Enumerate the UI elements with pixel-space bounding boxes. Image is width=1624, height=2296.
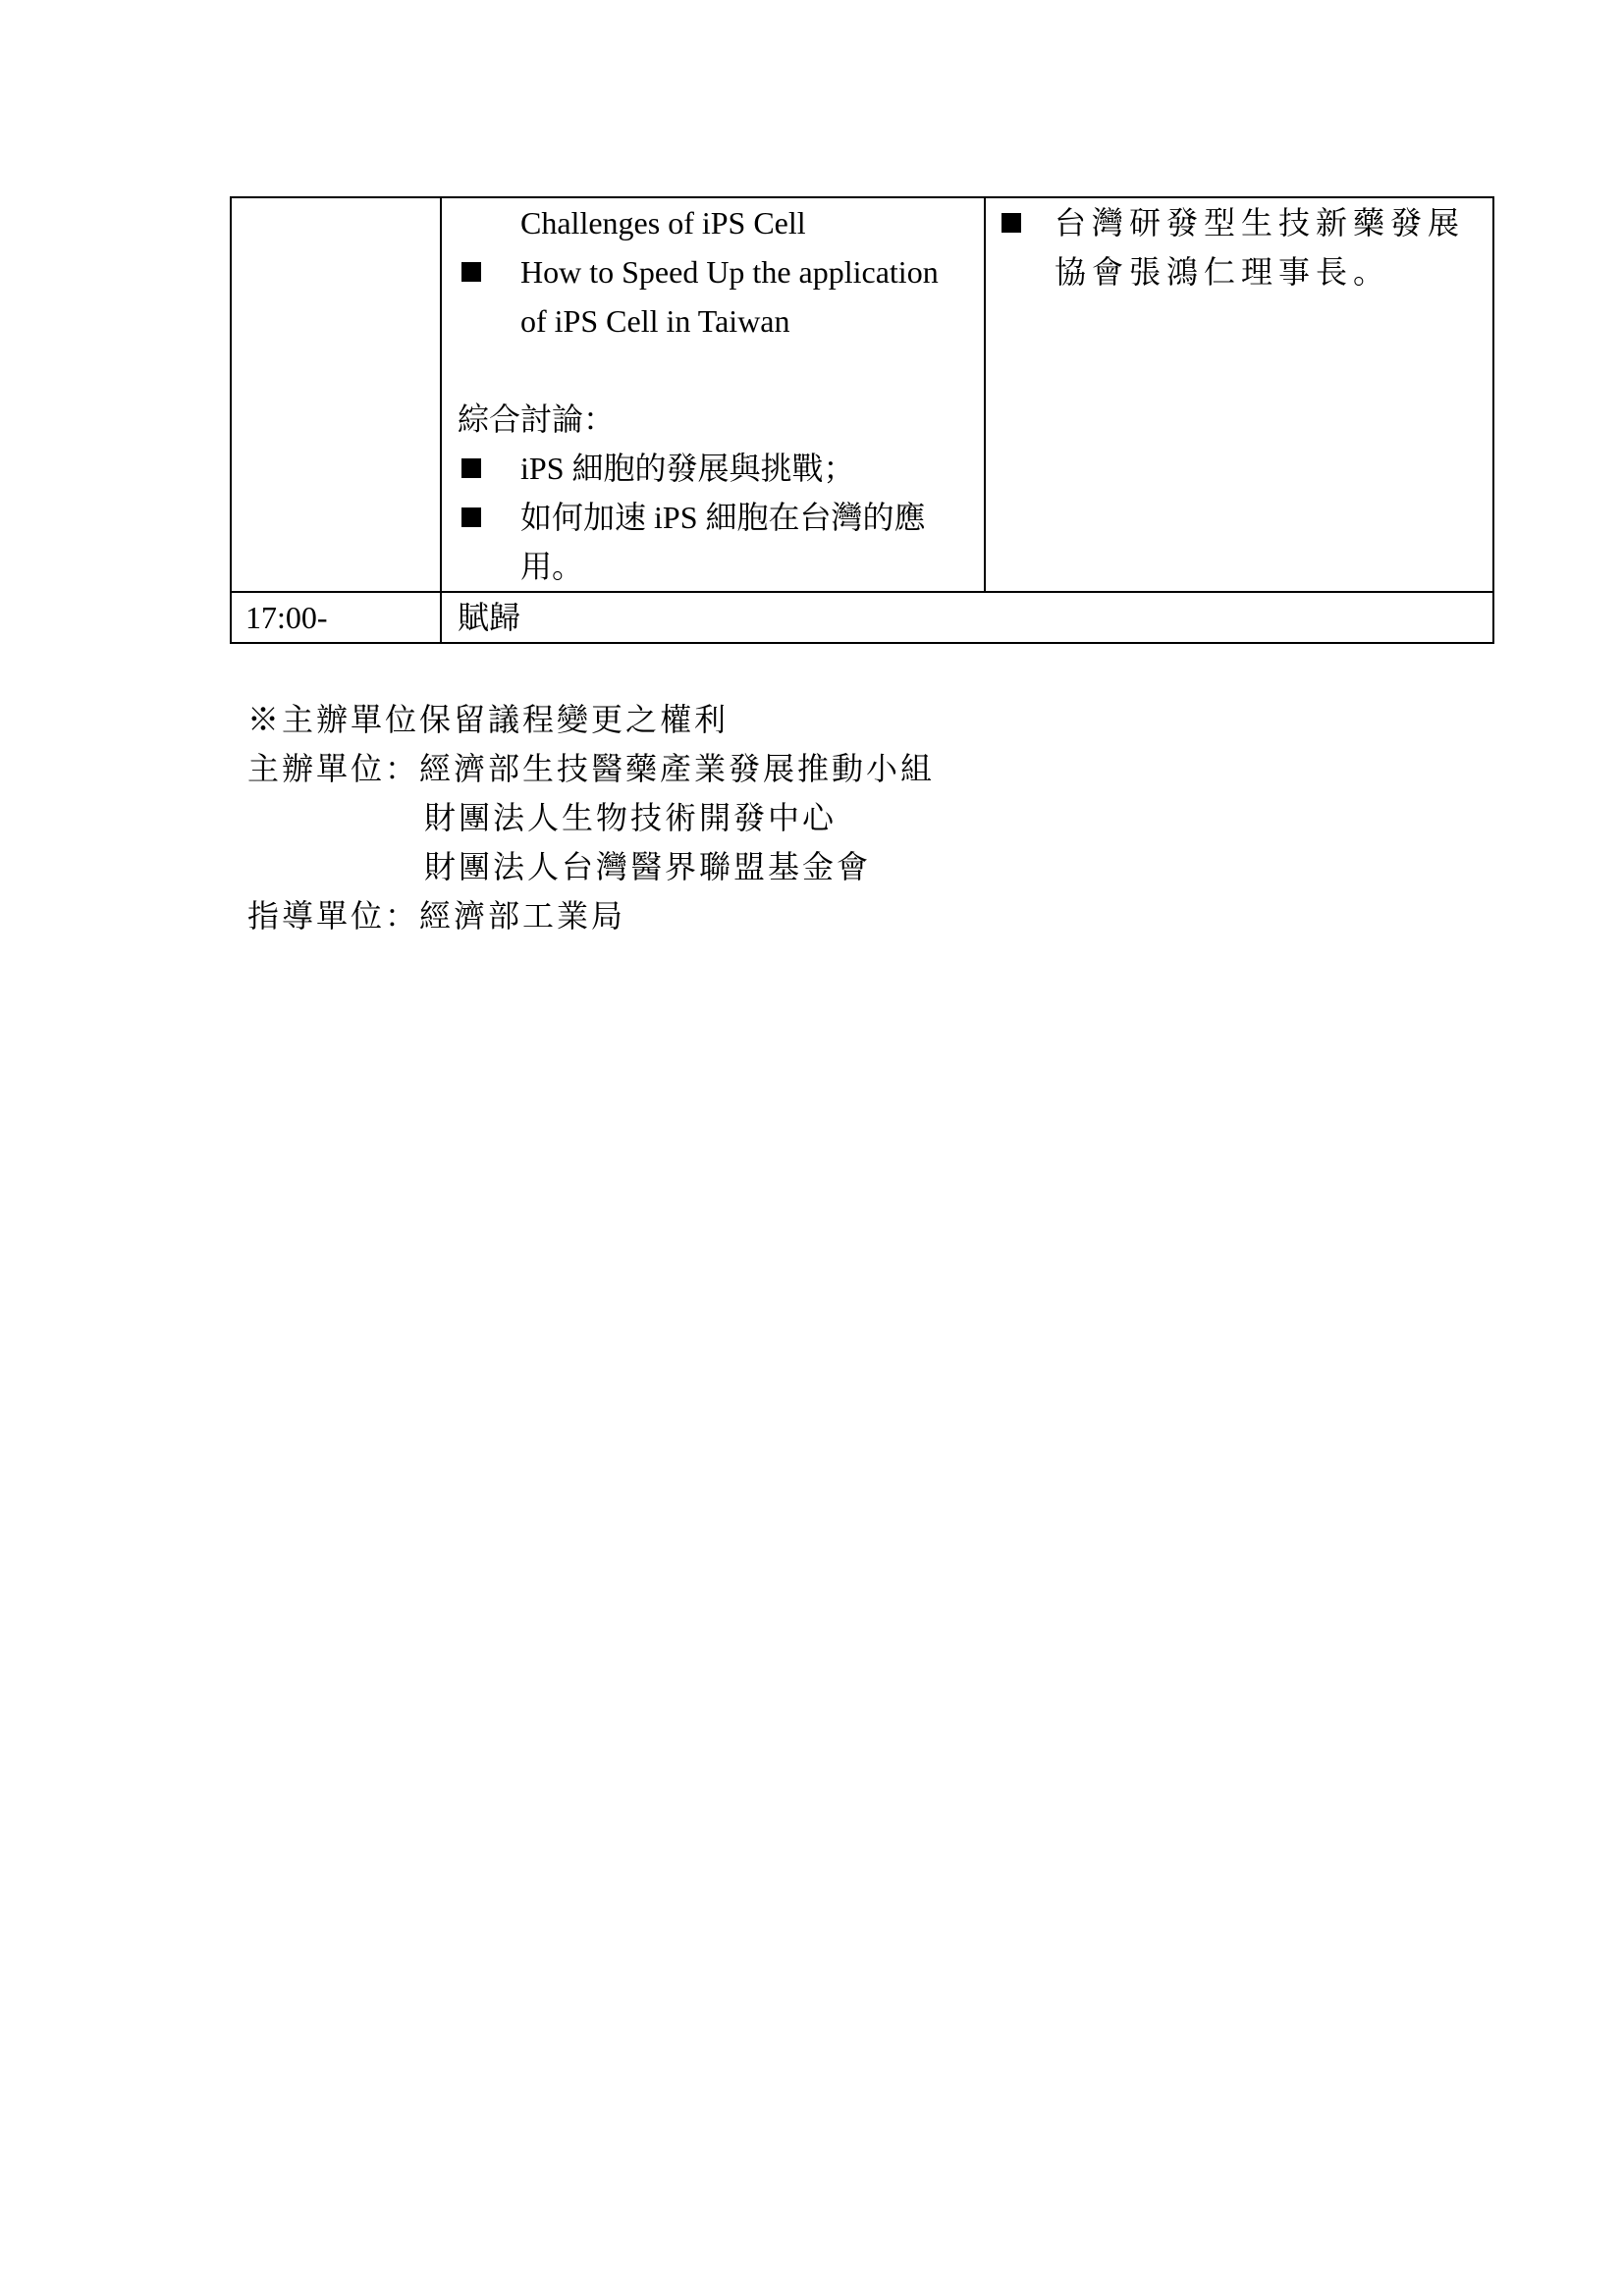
discussion-item-label: 如何加速 iPS 細胞在台灣的應用。 (520, 500, 926, 584)
organizer-name: 財團法人台灣醫界聯盟基金會 (424, 849, 872, 884)
square-bullet-icon (461, 262, 481, 282)
discussion-item-label: iPS 細胞的發展與挑戰； (520, 451, 855, 486)
time-cell (231, 592, 441, 643)
organizer-label: 主辦單位： (247, 751, 420, 786)
time-cell (231, 197, 441, 592)
organizer-notes (247, 695, 935, 940)
organizer-name: 財團法人生物技術開發中心 (424, 800, 838, 835)
agenda-row-closing (231, 592, 1493, 643)
discussion-item (458, 444, 970, 493)
agenda-row-discussion (231, 197, 1493, 592)
disclaimer-text: ※主辦單位保留議程變更之權利 (247, 702, 730, 737)
discussion-heading: 綜合討論： (458, 401, 616, 437)
discussion-item (458, 493, 970, 591)
square-bullet-icon (461, 507, 481, 527)
organizer-line (247, 744, 935, 793)
square-bullet-icon (1001, 213, 1021, 233)
advisor-line (247, 891, 935, 940)
advisor-label: 指導單位： (247, 898, 420, 934)
topic-item (458, 247, 970, 346)
organizer-name: 經濟部生技醫藥產業發展推動小組 (419, 751, 936, 786)
topic-cell (441, 197, 985, 592)
closing-topic-cell (441, 592, 1493, 643)
square-bullet-icon (461, 458, 481, 478)
topic-continued-text: Challenges of iPS Cell (520, 205, 806, 240)
speaker-cell (985, 197, 1493, 592)
speaker-item-label: 台灣研發型生技新藥發展協會張鴻仁理事長。 (1055, 205, 1466, 290)
speaker-item (986, 198, 1479, 296)
time-text: 17:00- (245, 600, 328, 635)
agenda-table (230, 196, 1494, 644)
topic-item-label: How to Speed Up the application of iPS Cell in Taiwan (520, 254, 939, 339)
closing-topic-text: 賦歸 (458, 600, 521, 635)
advisor-name: 經濟部工業局 (419, 898, 626, 934)
